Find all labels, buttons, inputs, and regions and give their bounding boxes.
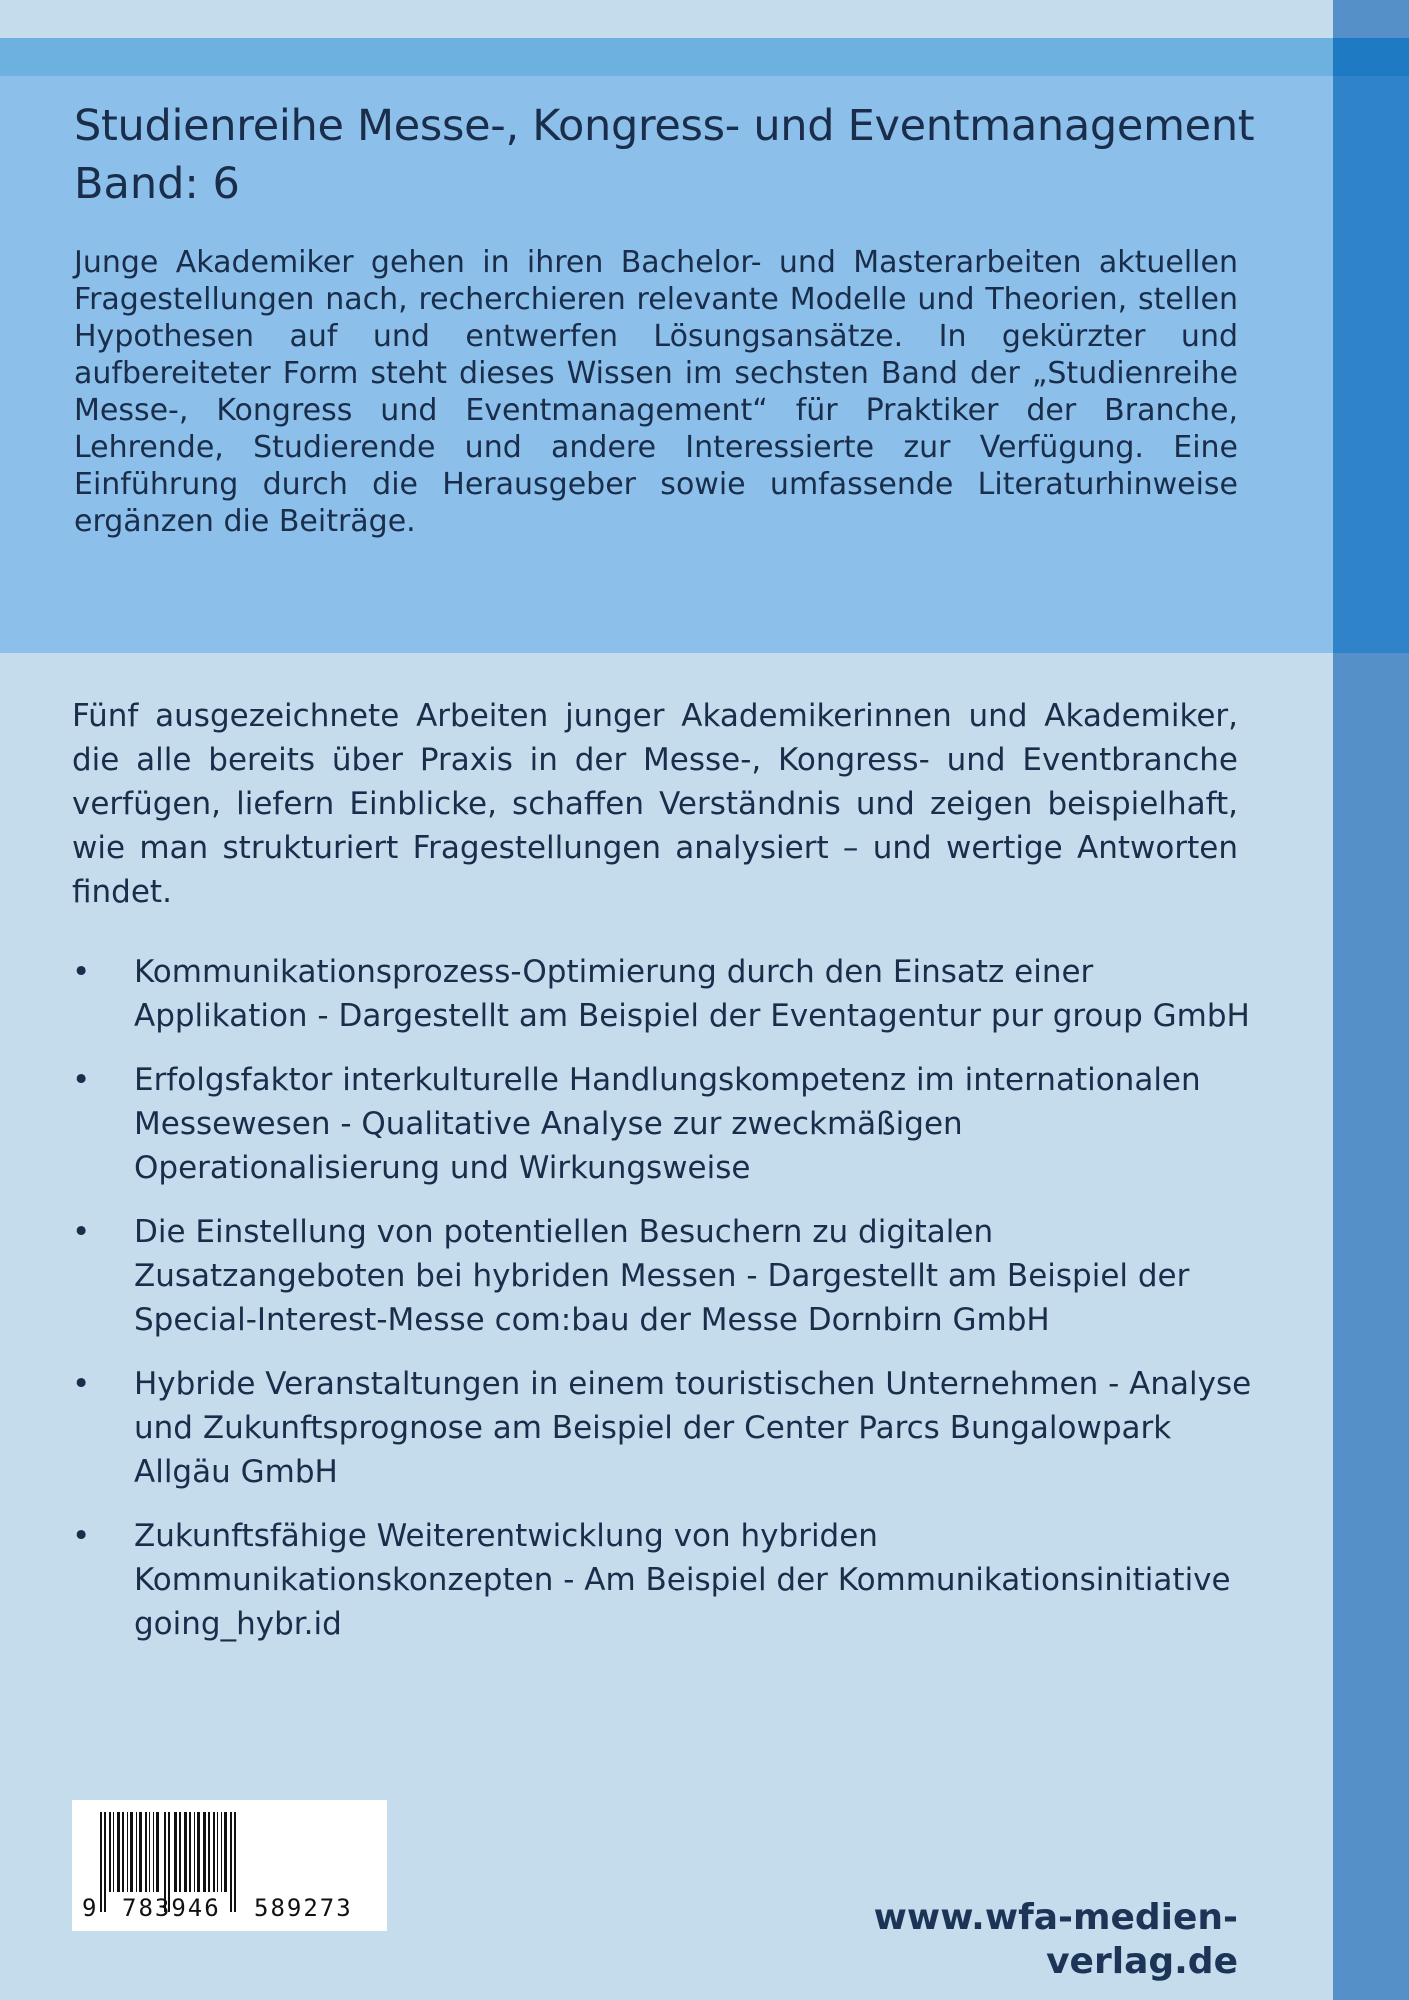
topic-list xyxy=(72,950,1252,1666)
barcode-bar xyxy=(139,1812,142,1892)
bullet-icon: • xyxy=(72,1366,91,1402)
barcode-bar xyxy=(224,1812,227,1892)
list-item xyxy=(72,1514,1252,1646)
barcode-bar xyxy=(156,1812,159,1892)
isbn-barcode xyxy=(72,1800,387,1931)
topic-text: Die Einstellung von potentiellen Besuchern zu digitalen Zusatzangeboten bei hybriden Messen - Dargestellt am Beispiel der Special-Interest-Messe com:bau der Messe Dornbirn GmbH xyxy=(134,1214,1190,1338)
barcode-bar xyxy=(197,1812,200,1892)
barcode-bar xyxy=(127,1812,128,1892)
isbn-digits xyxy=(72,1890,387,1926)
barcode-bar xyxy=(213,1812,215,1892)
bullet-icon: • xyxy=(72,1062,91,1098)
barcode-bar xyxy=(221,1812,222,1892)
topic-text: Kommunikationsprozess-Optimierung durch den Einsatz einer Applikation - Dargestellt am Beispiel der Eventagentur pur group GmbH xyxy=(134,954,1250,1034)
list-item xyxy=(72,1210,1252,1342)
topic-text: Zukunftsfähige Weiterentwicklung von hybriden Kommunikationskonzepten - Am Beispiel der Kommunikationsinitiative going_hybr.id xyxy=(134,1518,1231,1642)
barcode-bar xyxy=(208,1812,210,1892)
bullet-icon: • xyxy=(72,1518,91,1554)
list-item xyxy=(72,1058,1252,1190)
barcode-bar xyxy=(184,1812,187,1892)
isbn-group-1: 783946 xyxy=(122,1894,221,1922)
isbn-group-2: 589273 xyxy=(254,1894,353,1922)
band-number: Band: 6 xyxy=(74,159,240,209)
barcode-bar xyxy=(153,1812,154,1892)
list-item xyxy=(72,950,1252,1038)
list-item xyxy=(72,1362,1252,1494)
bullet-icon: • xyxy=(72,1214,91,1250)
barcode-bar xyxy=(130,1812,133,1892)
top-stripe xyxy=(0,38,1333,76)
barcode-bar xyxy=(189,1812,191,1892)
topic-text: Hybride Veranstaltungen in einem touristischen Unternehmen - Analyse und Zukunftsprognose am Beispiel der Center Parcs Bungalowpark Allgäu GmbH xyxy=(134,1366,1252,1490)
topic-text: Erfolgsfaktor interkulturelle Handlungskompetenz im internationalen Messewesen - Qualitative Analyse zur zweckmäßigen Operationalisierung und Wirkungsweise xyxy=(134,1062,1201,1186)
barcode-bar xyxy=(203,1812,206,1892)
bullet-icon: • xyxy=(72,954,91,990)
barcode-bar xyxy=(117,1812,120,1892)
spine-top-block xyxy=(1333,38,1409,653)
barcode-bar xyxy=(122,1812,124,1892)
summary-text: Fünf ausgezeichnete Arbeiten junger Akademikerinnen und Akademiker, die alle bereits über Praxis in der Messe-, Kongress- und Eventbranche verfügen, liefern Einblicke, schaffen Verständnis und zeigen beispielhaft, wie man strukturiert Fragestellungen analysiert – und wertige Antworten findet. xyxy=(72,698,1238,910)
intro-text: Junge Akademiker gehen in ihren Bachelor- und Masterarbeiten aktuellen Fragestellungen nach, recherchieren relevante Modelle und Theorien, stellen Hypothesen auf und entwerfen Lösungsansätze. In gekürzter und aufbereiteter Form steht dieses Wissen im sechsten Band der „Studienreihe Messe-, Kongress und Eventmanagement“ für Praktiker der Branche, Lehrende, Studierende und andere Interessierte zur Verfügung. Eine Einführung durch die Herausgeber sowie umfassende Literaturhinweise ergänzen die Beiträge. xyxy=(74,245,1238,539)
barcode-bar xyxy=(113,1812,114,1892)
spine-stripe xyxy=(1333,38,1409,76)
series-title: Studienreihe Messe-, Kongress- und Eventmanagement xyxy=(74,101,1255,151)
barcode-bar xyxy=(145,1812,147,1892)
barcode-bar xyxy=(179,1812,181,1892)
isbn-lead-digit: 9 xyxy=(82,1894,97,1922)
barcode-bar xyxy=(217,1812,218,1892)
publisher-website: www.wfa-medien-verlag.de xyxy=(873,1897,1238,1982)
barcode-bar xyxy=(136,1812,137,1892)
barcode-bar xyxy=(174,1812,177,1892)
barcode-bar xyxy=(149,1812,150,1892)
barcode-bar xyxy=(109,1812,111,1892)
barcode-bar xyxy=(194,1812,195,1892)
